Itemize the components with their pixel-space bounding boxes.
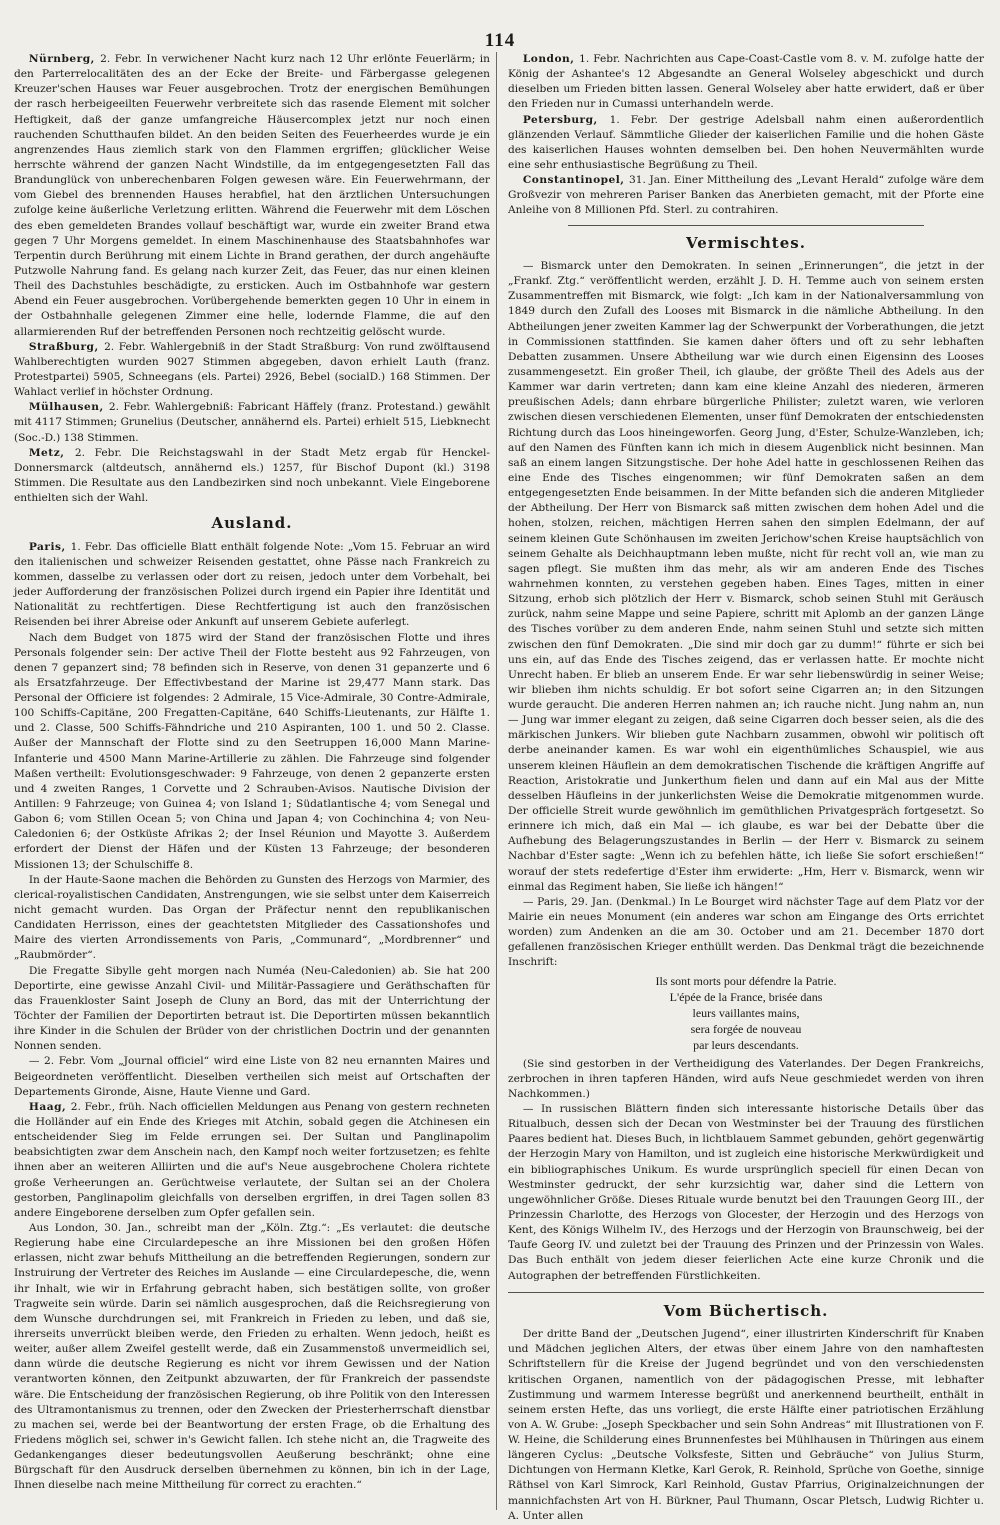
article-text: Aus London, 30. Jan., schreibt man der „Köln. Ztg.“: „Es verlautet: die deutsche Regierung habe eine Circulardepesche an ihre Missionen bei den großen Höfen erlassen, nicht zwar behufs Mittheilung an die betreffenden Regierungen, sondern zur Instruirung der Vertreter des Reiches im Auslande — eine Circulardepesche, die, wenn ihr Inhalt, wie wir in Erfahrung gebracht haben, sich bestätigen sollte, von großer Tragweite sein würde. Darin sei nämlich ausgesprochen, daß die Reichsregierung von dem Wunsche durchdrungen sei, mit Frankreich in Frieden zu leben, und daß sie, ihrerseits unverrückt bleiben werde, den Frieden zu erhalten. Wenn jedoch, heißt es weiter, außer allem Zweifel gestellt werde, daß ein Zusammenstoß unvermeidlich sei, dann würde die deutsche Regierung es nicht vor ihrem Gewissen und der Nation verantworten können, den Zeitpunkt abzuwarten, der für Frankreich der passendste wäre. Die Entscheidung der französischen Regierung, ob ihre Politik von den Interessen des Ultramontanismus zu trennen, oder den Zwecken der Priesterherrschaft dienstbar zu machen sei, werde bei der Beantwortung der ersten Frage, ob die Erhaltung des Friedens möglich sei, schwer in's Gewicht fallen. Ich stehe nicht an, die Tragweite des Gedankenganges dieser bedeutungsvollen Aeußerung beschränkt; ohne eine Bürgschaft für den Ausdruck derselben übernehmen zu können, bin ich in der Lage, Ihnen dieselbe nach meine Mittheilung für correct zu erachten.“ xyxy=(14,1221,490,1492)
article-dateline: Mülhausen, xyxy=(28,401,109,414)
article-paragraph xyxy=(508,52,984,113)
article-paragraph xyxy=(14,1054,490,1099)
column-divider xyxy=(496,52,497,1510)
section-vermischtes xyxy=(508,259,984,1284)
article-paragraph xyxy=(14,1100,490,1221)
article-paragraph xyxy=(508,259,984,895)
article-text: Der dritte Band der „Deutschen Jugend“, einer illustrirten Kinderschrift für Knaben und Mädchen jeglichen Alters, der etwas über einem Jahre von den namhaftesten Schriftstellern für die Kreise der Jugend begründet und von den verschiedensten kritischen Organen, namentlich von der pädagogischen Presse, mit lebhafter Zustimmung und warmem Interesse begrüßt und anerkennend beurtheilt, enthält in seinem ersten Hefte, das uns vorliegt, die erste Hälfte einer patriotischen Erzählung von A. W. Grube: „Joseph Speckbacher und sein Sohn Andreas“ mit Illustrationen von F. W. Heine, die Schilderung eines Brunnenfestes bei Mühlhausen in Thüringen aus einem längeren Cyclus: „Deutsche Volksfeste, Sitten und Gebräuche“ von Julius Sturm, Dichtungen von Hermann Kletke, Karl Gerok, R. Reinhold, Sprüche von Goethe, sinnige Räthsel von Karl Simrock, Karl Reinhold, Gustav Pfarrius, Originalzeichnungen der mannichfachsten Art von H. Bürkner, Paul Thumann, Oscar Pletsch, Ludwig Richter u. A. Unter allen xyxy=(508,1328,984,1522)
article-text: 1. Febr. Das officielle Blatt enthält folgende Note: „Vom 15. Februar an wird den italienischen und schweizer Reisenden gestattet, ohne Pässe nach Frankreich zu kommen, dasselbe zu verlassen oder dort zu reisen, jedoch unter dem Vorbehalt, bei jeder Aufforderung der französischen Polizei durch irgend ein Papier ihre Identität und Nationalität zu rechtfertigen. Diese Rechtfertigung ist auch den französischen Reisenden bei ihrer Abreise oder Ankunft auf unserem Gebiete auferlegt. xyxy=(14,540,490,629)
page-number: 114 xyxy=(484,30,516,51)
article-dateline: Metz, xyxy=(28,446,75,459)
article-text: — 2. Febr. Vom „Journal officiel“ wird eine Liste von 82 neu ernannten Maires und Beigeordneten veröffentlicht. Dieselben vertheilen sich meist auf Ortschaften der Departements Gironde, Aisne, Haute Vienne und Gard. xyxy=(14,1055,490,1098)
article-paragraph xyxy=(508,1327,984,1524)
article-dateline: Haag, xyxy=(28,1100,71,1113)
article-dateline: Paris, xyxy=(28,540,71,553)
section-rule xyxy=(568,225,924,226)
article-paragraph xyxy=(508,895,984,971)
article-dateline: Straßburg, xyxy=(28,340,105,353)
section-rule xyxy=(508,1292,984,1293)
article-dateline: Petersburg, xyxy=(522,113,610,126)
article-text: — In russischen Blättern finden sich interessante historische Details über das Ritualbuch, dessen sich der Decan von Westminster bei der Trauung des fürstlichen Paares bedient hat. Dieses Buch, in lichtblauem Sammet gebunden, gehört gegenwärtig der Herzogin Mary von Hamilton, und ist zugleich eine historische Merkwürdigkeit und ein bibliographisches Unikum. Es wurde ursprünglich speciell für einen Decan von Westminster gedruckt, der sehr kurzsichtig war, daher sind die Lettern von ungewöhnlicher Größe. Dieses Rituale wurde benutzt bei den Trauungen Georg III., der Prinzessin Charlotte, des Herzogs von Glocester, der Herzogin und des Herzogs von Kent, des Königs Wilhelm IV., des Herzogs und der Herzogin von Braunschweig, bei der Taufe Georg IV. und zuletzt bei der Trauung des Prinzen und der Prinzessin von Wales. Das Buch enthält von jedem dieser feierlichen Acte eine kurze Chronik und die Autographen der betreffenden Fürstlichkeiten. xyxy=(508,1102,984,1282)
article-text: 2. Febr. Wahlergebniß: Fabricant Häffely (franz. Protestand.) gewählt mit 4117 Stimmen; Grunelius (Deutscher, annähernd els. Partei) erhielt 515, Liebknecht (Soc.-D.) 138 Stimmen. xyxy=(14,401,490,444)
inscription-line: par leurs descendants. xyxy=(693,1038,799,1053)
article-text: 31. Jan. Einer Mittheilung des „Levant Herald“ zufolge wäre dem Großvezir von mehreren Pariser Banken das Anerbieten gemacht, mit der Pforte eine Anleihe von 8 Millionen Pfd. Sterl. zu contrahiren. xyxy=(508,174,984,217)
article-paragraph xyxy=(508,113,984,174)
section-ausland xyxy=(14,540,490,1494)
inscription-line: sera forgée de nouveau xyxy=(690,1022,802,1037)
article-dateline: London, xyxy=(522,53,580,65)
article-paragraph xyxy=(508,173,984,218)
article-paragraph xyxy=(14,631,490,873)
article-dateline: Constantinopel, xyxy=(522,174,629,187)
french-inscription xyxy=(508,973,984,1054)
inscription-line: leurs vaillantes mains, xyxy=(692,1005,800,1020)
article-text: — Bismarck unter den Demokraten. In seinen „Erinnerungen“, die jetzt in der „Frankf. Ztg.“ veröffentlicht werden, erzählt J. D. H. Temme auch von seinem ersten Zusammentreffen mit Bismarck, wie folgt: „Ich kam in der Nationalversammlung von 1849 durch den Zufall des Looses mit Bismarck in die nämliche Abtheilung. In den Abtheilungen jener zweiten Kammer lag der Schwerpunkt der Vorberathungen, die jetzt in Commissionen stattfinden. Sie kamen daher öfters und oft zu sehr lebhaften Debatten zusammen. Unsere Abtheilung war wie durch einen Eigensinn des Looses zusammengesetzt. Ein großer Theil, ich glaube, der größte Theil des Adels aus der Kammer war darin vertreten; dann kam eine kleine Anzahl des niederen, ärmeren preußischen Adels; dann ehrbare bürgerliche Philister; zuletzt waren, wie verloren zwischen diesen verschiedenen Elementen, unser fünf Demokraten der entschiedensten Richtung durch das Loos hineingeworfen. Georg Jung, d'Ester, Schulze-Wanzleben, ich; auf den Namen des Fünften kann ich mich in diesem Augenblick nicht besinnen. Man saß an einem langen Sitzungstische. Der hohe Adel hatte in geschlossenen Reihen das eine Ende des Tisches eingenommen; wir fünf Demokraten saßen an dem entgegengesetzten Ende beisammen. In der Mitte befanden sich die anderen Mitglieder der Abtheilung. Der Herr von Bismarck saß mitten zwischen dem hohen Adel und die hohen, stolzen, reichen, mächtigen Herren sahen den simplen Edelmann, der auf seinem kleinen Gute Schönhausen im zweiten Jerichow'schen Kreise hauptsächlich von seinem Gehalte als Deichhauptmann leben mußte, nicht für recht voll an, wie man zu sagen pflegt. Sie mußten ihm das mehr, als wir am anderen Ende des Tisches wahrnehmen konnten, zu verstehen gegeben haben. Eines Tages, mitten in einer Sitzung, erhob sich plötzlich der Herr v. Bismarck, schob seinen Stuhl mit Geräusch zurück, nahm seine Mappe und seine Papiere, schritt mit Aplomb an der ganzen Länge des Tisches vorüber zu dem anderen Ende, nahm seinen Stuhl und setzte sich mitten zwischen den fünf Demokraten. „Die sind mir doch gar zu dumm!“ führte er sich bei uns ein, auf das Ende des Tisches zeigend, das er verlassen hatte. Er mochte nicht Unrecht haben. Er blieb an unserem Ende. Er war sehr liebenswürdig in seiner Weise; wir blieben ihm nichts schuldig. Er bot sofort seine Cigarren an; in den Sitzungen wurde geraucht. Die anderen Herren nahmen an; ich rauche nicht. Jung nahm an, nun — Jung war immer elegant zu zeigen, daß seine Cigarren doch besser seien, als die des märkischen Junkers. Wir blieben gute Nachbarn zusammen, obwohl wir politisch oft derbe aneinander kamen. Es war wohl ein eigenthümliches Schauspiel, wie aus unserem kleinen Häuflein an dem demokratischen Tischende die kräftigen Angriffe auf Reaction, Aristokratie und Junkerthum fielen und dann auf ein Mal aus der Mitte desselben Häufleins in der junkerlichsten Weise die Demokratie mitgenommen wurde. Der officielle Streit wurde gewöhnlich im gemüthlichen Privatgespräch fortgesetzt. So erinnere ich mich, daß ein Mal — ich glaube, es war bei der Debatte über die Aufhebung des Belagerungszustandes in Berlin — der Herr v. Bismarck zu seinem Nachbar d'Ester sagte: „Wenn ich zu befehlen hätte, ich ließe Sie sofort erschießen!“ worauf der stets redefertige d'Ester ihm erwiderte: „Hm, Herr v. Bismarck, wenn wir einmal das Regiment haben, Sie ließe ich hängen!“ xyxy=(508,259,984,893)
section-local-news xyxy=(14,52,490,506)
article-text: 1. Febr. Der gestrige Adelsball nahm einen außerordentlich glänzenden Verlauf. Sämmtliche Glieder der kaiserlichen Familie und die hohen Gäste des kaiserlichen Hauses wohnten demselben bei. Den hohen Neuvermählten wurde eine sehr enthusiastische Begrüßung zu Theil. xyxy=(508,113,984,171)
article-text: — Paris, 29. Jan. (Denkmal.) In Le Bourget wird nächster Tage auf dem Platz vor der Mairie ein neues Monument (ein anderes war schon am Eingange des Orts errichtet worden) zum Andenken an die am 30. October und am 21. December 1870 dort gefallenen französischen Krieger enthüllt werden. Das Denkmal trägt die bezeichnende Inschrift: xyxy=(508,895,984,969)
article-text: 2. Febr. Wahlergebniß in der Stadt Straßburg: Von rund zwölftausend Wahlberechtigten wurden 9027 Stimmen abgegeben, davon erhielt Lauth (franz. Protestpartei) 5905, Schneegans (els. Partei) 2926, Bebel (socialD.) 168 Stimmen. Der Wahlact verlief in höchster Ordnung. xyxy=(14,340,491,399)
article-dateline: Nürnberg, xyxy=(28,53,101,65)
article-text: In der Haute-Saone machen die Behörden zu Gunsten des Herzogs von Marmier, des clerical-royalistischen Candidaten, Anstrengungen, wie sie selbst unter dem Kaiserreich nicht gemacht wurden. Das Organ der Präfectur nennt den republikanischen Candidaten Herrisson, eines der geachtetsten Mitglieder des Cassationshofes und Maire des vierten Arrondissements von Paris, „Communard“, „Mordbrenner“ und „Raubmörder“. xyxy=(14,873,490,962)
article-paragraph xyxy=(508,1102,984,1284)
article-text: 2. Febr. In verwichener Nacht kurz nach 12 Uhr erlönte Feuerlärm; in den Parterrelocalitäten des an der Ecke der Breite- und Färbergasse gelegenen Kreuzer'schen Hauses war Feuer ausgebrochen. Trotz der energischen Bemühungen der rasch herbeigeeilten Feuerwehr verbreitete sich das rasende Element mit solcher Heftigkeit, daß der ganze umfangreiche Häusercomplex jetzt nur noch einen rauchenden Schutthaufen bildet. An den beiden Seiten des Feuerheerdes wurde je ein angrenzendes Haus ziemlich stark von den Flammen ergriffen; glücklicher Weise herrschte während der ganzen Nacht Windstille, da im entgegengesetzten Fall das Brandunglück von unberechenbaren Folgen gewesen wäre. Ein Feuerwehrmann, der vom Giebel des brennenden Hauses herabfiel, hat den ärztlichen Untersuchungen zufolge keine äußerliche Verletzung erlitten. Während die Feuerwehr mit dem Löschen des eben gemeldeten Brandes vollauf beschäftigt war, wurde ein zweiter Brand etwa gegen 7 Uhr Morgens gemeldet. In einem Maschinenhause des Staatsbahnhofes war Terpentin durch Berührung mit einem Lichte in Brand gerathen, der durch angehäufte Putzwolle Nahrung fand. Es gelang nach kurzer Zeit, das Feuer, das nur einen kleinen Theil des Dachstuhles beschädigte, zu ersticken. Auch im Ostbahnhofe war gestern Abend ein Feuer ausgebrochen. Vorübergehende bemerkten gegen 10 Uhr in einem in der Ostbahnhalle gelegenen Zimmer eine helle, lodernde Flamme, die auf den allarmierenden Ruf der betreffenden Personen noch rechtzeitig gelöscht wurde. xyxy=(14,53,490,338)
section-heading-buechertisch: Vom Büchertisch. xyxy=(663,1301,829,1320)
article-paragraph xyxy=(14,340,490,401)
article-text: (Sie sind gestorben in der Vertheidigung des Vaterlandes. Der Degen Frankreichs, zerbrochen in ihren tapferen Händen, wird aufs Neue geschmiedet werden von ihren Nachkommen.) xyxy=(508,1057,984,1100)
article-paragraph xyxy=(508,1057,984,1102)
article-paragraph xyxy=(14,873,490,964)
article-paragraph xyxy=(14,446,490,507)
section-heading-vermischtes: Vermischtes. xyxy=(686,233,806,252)
article-paragraph xyxy=(14,400,490,445)
section-buechertisch xyxy=(508,1327,984,1524)
article-text: 2. Febr., früh. Nach officiellen Meldungen aus Penang von gestern rechneten die Holländer auf ein Ende des Krieges mit Atchin, sobald gegen die Atchinesen ein entscheidender Sieg im Felde errungen sei. Der Sultan und Panglinapolim beabsichtigten zwar dem Anschein nach, den Kampf noch weiter fortzusetzen; es fehlte ihnen aber an weiteren Alliirten und die auf's Neue ausgebrochene Cholera richtete große Verheerungen an. Gerüchtweise verlautete, der Sultan sei an der Cholera gestorben, Panglinapolim gleichfalls von derselben ergriffen, in drei Tagen sollen 83 andere Eingeborene derselben zum Opfer gefallen sein. xyxy=(14,1100,490,1219)
left-column xyxy=(14,52,490,1510)
section-foreign-news xyxy=(508,52,984,219)
article-paragraph xyxy=(14,540,490,631)
inscription-line: L'épée de la France, brisée dans xyxy=(669,989,823,1004)
section-heading-ausland: Ausland. xyxy=(211,514,293,533)
article-text: 2. Febr. Die Reichstagswahl in der Stadt Metz ergab für Henckel-Donnersmarck (altdeutsch, annähernd els.) 1257, für Bischof Dupont (kl.) 3198 Stimmen. Die Resultate aus den Landbezirken sind noch unbekannt. Viele Eingeborene enthielten sich der Wahl. xyxy=(14,446,490,505)
inscription-line: Ils sont morts pour défendre la Patrie. xyxy=(655,973,837,988)
article-paragraph xyxy=(14,1221,490,1494)
right-column xyxy=(508,52,984,1522)
article-text: Nach dem Budget von 1875 wird der Stand der französischen Flotte und ihres Personals folgender sein: Der active Theil der Flotte besteht aus 92 Fahrzeugen, von denen 7 gepanzert sind; 78 befinden sich in Reserve, von denen 31 gepanzerte und 6 als Ersatzfahrzeuge. Der Effectivbestand der Marine ist 29,477 Mann stark. Das Personal der Officiere ist folgendes: 2 Admirale, 15 Vice-Admirale, 30 Contre-Admirale, 100 Schiffs-Capitäne, 200 Fregatten-Capitäne, 640 Schiffs-Lieutenants, zur Hälfte 1. und 2. Classe, 500 Schiffs-Fähndriche und 210 Aspiranten, 100 1. und 50 2. Classe. Außer der Mannschaft der Flotte sind zu den Seetruppen 16,000 Mann Marine-Infanterie und 4500 Mann Marine-Artillerie zu zählen. Die Fahrzeuge sind folgender Maßen vertheilt: Evolutionsgeschwader: 9 Fahrzeuge, von denen 2 gepanzerte ersten und 4 zweiten Ranges, 1 Corvette und 2 Schrauben-Avisos. Nautische Division der Antillen: 9 Fahrzeuge; von Guinea 4; von Island 1; Südatlantische 4; vom Senegal und Gabon 6; vom Stillen Ocean 5; von China und Japan 4; von Cochinchina 4; von Neu-Caledonien 6; der Ostküste Afrikas 2; der Insel Réunion und Mayotte 3. Außerdem erfordert der Dienst der Häfen und der Küsten 13 Fahrzeuge; der besonderen Missionen 13; der Schulschiffe 8. xyxy=(14,631,490,871)
article-paragraph xyxy=(14,52,490,340)
article-text: 1. Febr. Nachrichten aus Cape-Coast-Castle vom 8. v. M. zufolge hatte der König der Ashantee's 12 Abgesandte an General Wolseley abgeschickt und durch dieselben um Frieden bitten lassen. General Wolseley aber hatte erwidert, daß er über den Frieden nur in Cumassi unterhandeln werde. xyxy=(508,53,984,111)
article-paragraph xyxy=(14,964,490,1055)
article-text: Die Fregatte Sibylle geht morgen nach Numéa (Neu-Caledonien) ab. Sie hat 200 Deportirte, eine gewisse Anzahl Civil- und Militär-Passagiere und Geräthschaften für das Frauenkloster Saint Joseph de Cluny an Bord, das mit der Unterrichtung der Töchter der Familien der Deportirten betraut ist. Die Deportirten müssen bekanntlich ihre Kinder in die Schulen der Brüder von der christlichen Doctrin und der genannten Nonnen senden. xyxy=(14,964,490,1053)
